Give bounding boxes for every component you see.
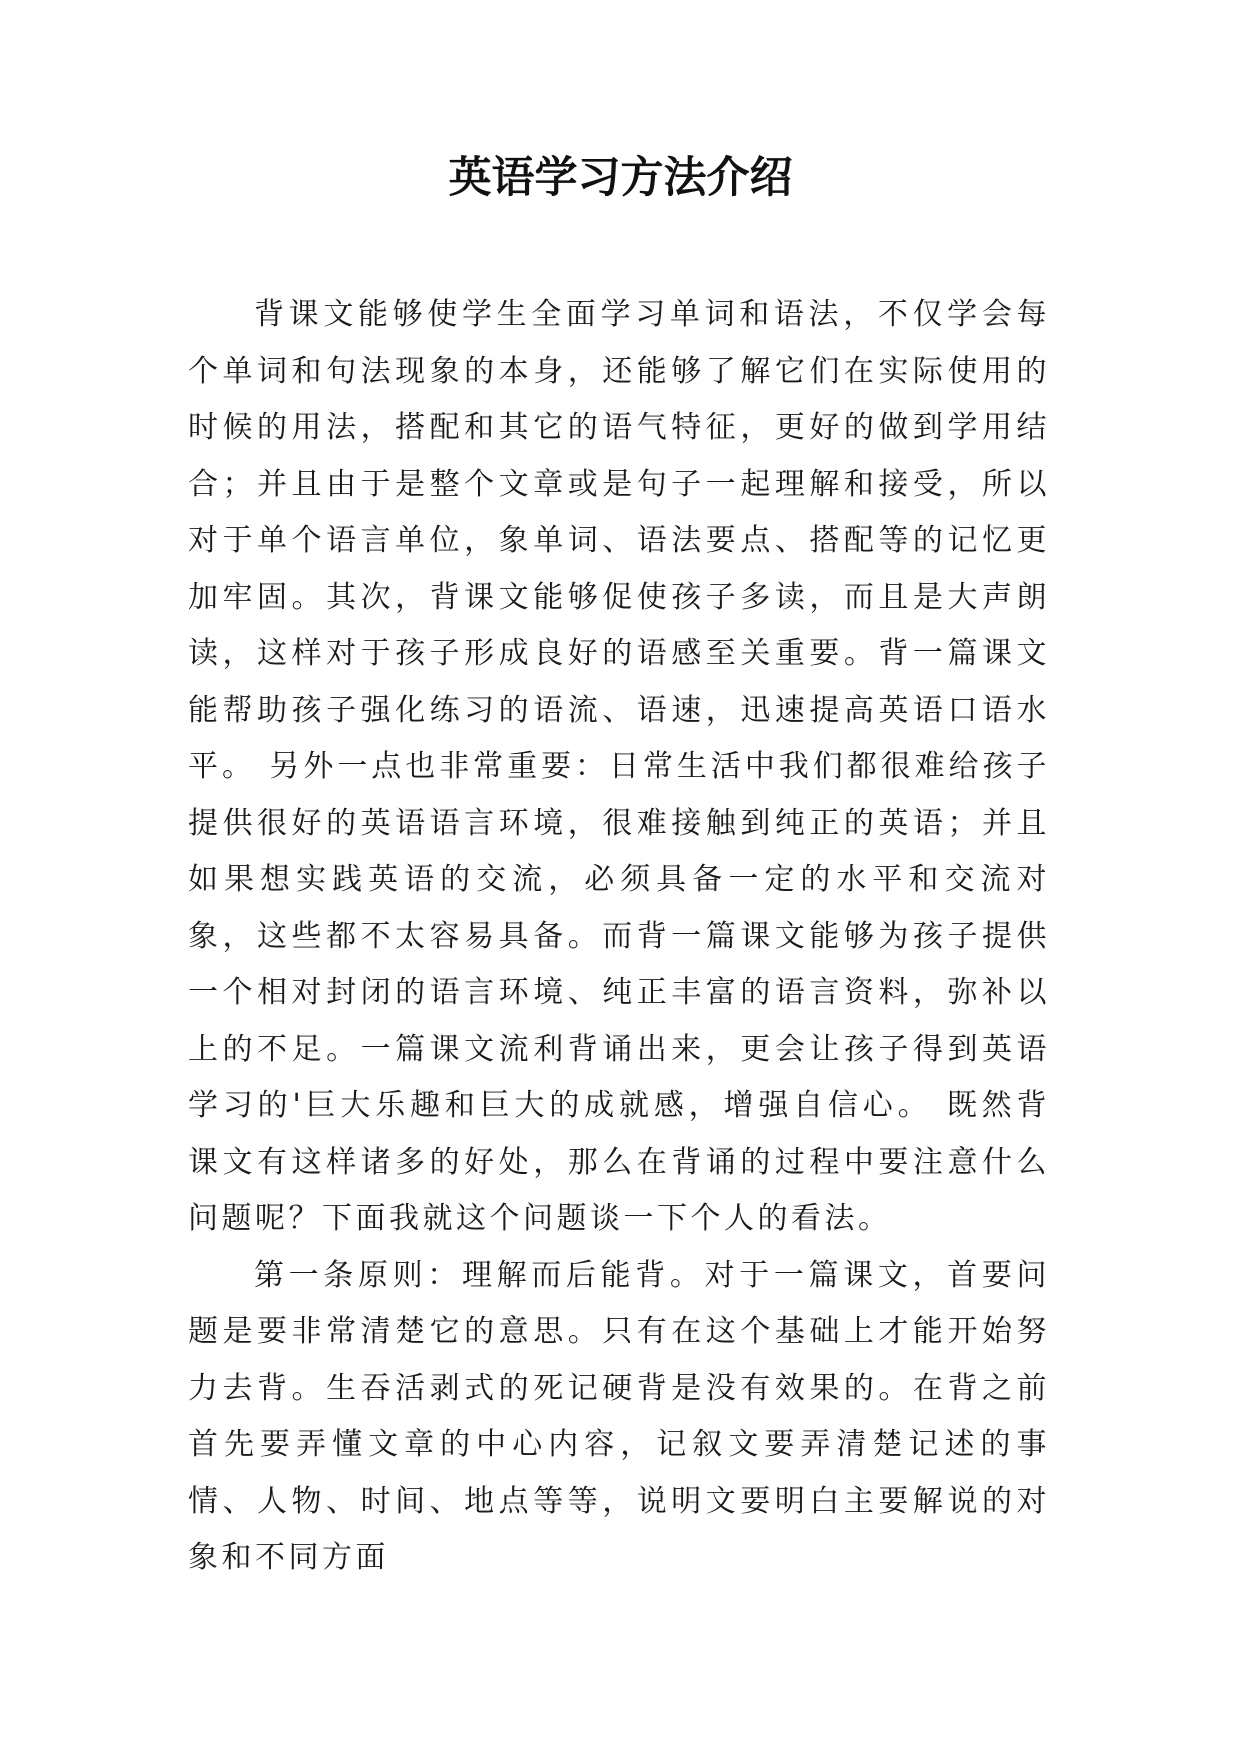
document-title: 英语学习方法介绍 bbox=[448, 153, 793, 203]
paragraph-1: 背课文能够使学生全面学习单词和语法，不仅学会每个单词和句法现象的本身，还能够了解它们在实际使用的时候的用法，搭配和其它的语气特征，更好的做到学用结合；并且由于是整个文章或是句子一起理解和接受，所以对于单个语言单位，象单词、语法要点、搭配等的记忆更加牢固。其次，背课文能够促使孩子多读，而且是大声朗读，这样对于孩子形成良好的语感至关重要。背一篇课文能帮助孩子强化练习的语流、语速，迅速提高英语口语水平。 另外一点也非常重要：日常生活中我们都很难给孩子提供很好的英语语言环境，很难接触到纯正的英语；并且如果想实践英语的交流，必须具备一定的水平和交流对象，这些都不太容易具备。而背一篇课文能够为孩子提供一个相对封闭的语言环境、纯正丰富的语言资料，弥补以上的不足。一篇课文流利背诵出来，更会让孩子得到英语学习的'巨大乐趣和巨大的成就感，增强自信心。 既然背课文有这样诸多的好处，那么在背诵的过程中要注意什么问题呢？下面我就这个问题谈一下个人的看法。 bbox=[188, 297, 1050, 1236]
document-body bbox=[188, 287, 1050, 1587]
paragraph-2: 第一条原则：理解而后能背。对于一篇课文，首要问题是要非常清楚它的意思。只有在这个基础上才能开始努力去背。生吞活剥式的死记硬背是没有效果的。在背之前首先要弄懂文章的中心内容，记叙文要弄清楚记述的事情、人物、时间、地点等等，说明文要明白主要解说的对象和不同方面 bbox=[188, 1257, 1050, 1575]
